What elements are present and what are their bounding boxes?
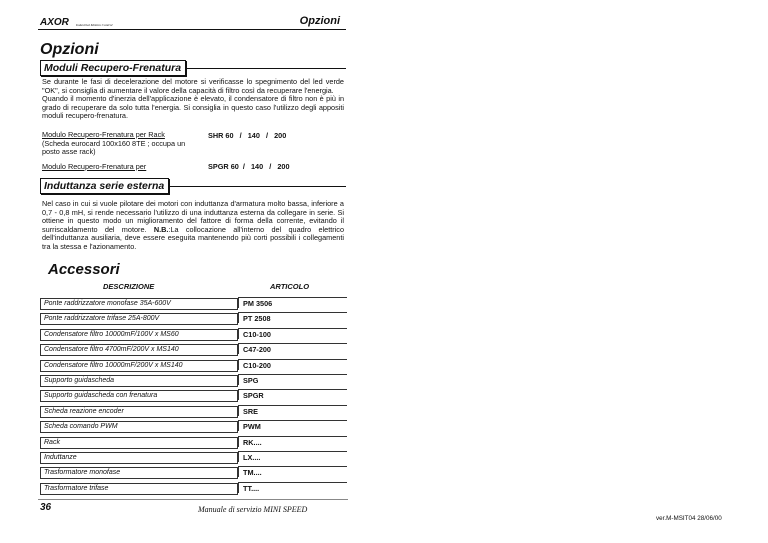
- accessory-description: Condensatore filtro 10000mF/100V x MS60: [40, 329, 238, 341]
- accessori-title: Accessori: [48, 261, 120, 278]
- section-heading-recupero: Moduli Recupero-Frenatura: [40, 60, 186, 76]
- accessory-description: Trasformatore trifase: [40, 483, 238, 495]
- version-label: ver.M-MSIT04 28/06/00: [656, 515, 722, 522]
- product-code: SPGR 60 / 140 / 200: [208, 162, 290, 171]
- accessory-description: Ponte raddrizzatore trifase 25A-800V: [40, 313, 238, 325]
- accessory-description: Rack: [40, 437, 238, 449]
- page-title: Opzioni: [40, 41, 99, 58]
- accessory-code: SRE: [238, 405, 347, 416]
- column-header-articolo: ARTICOLO: [270, 282, 310, 291]
- page-number: 36: [40, 502, 52, 513]
- accessory-description: Supporto guidascheda con frenatura: [40, 390, 238, 402]
- accessory-description: Supporto guidascheda: [40, 375, 238, 387]
- accessory-code: PM 3506: [238, 297, 347, 308]
- header-section-title: Opzioni: [299, 15, 340, 27]
- accessory-description: Scheda comando PWM: [40, 421, 238, 433]
- product-name: Modulo Recupero-Frenatura per Rack: [42, 130, 165, 139]
- induttanza-note: :La collocazione all'interno del quadro elettrico dell'induttanza ausiliaria, deve essere eseguita mantenendo più corti possibili i collegamenti tra la stessa e l'azionamento.: [42, 224, 345, 251]
- accessory-description: Trasformatore monofase: [40, 467, 238, 479]
- induttanza-paragraph: [42, 200, 344, 252]
- accessory-description: Condensatore filtro 4700mF/200V x MS140: [40, 344, 238, 356]
- accessory-code: C47-200: [238, 343, 347, 354]
- accessory-code: C10-100: [238, 328, 347, 339]
- accessory-description: Ponte raddrizzatore monofase 35A-600V: [40, 298, 238, 310]
- brand-logo: AXOR: [40, 17, 69, 28]
- accessory-code: SPGR: [238, 389, 347, 400]
- recupero-paragraph-2: Quando il momento d'inerzia dell'applicazione è elevato, il condensatore di filtro non è più in grado di recuperare da solo tutta l'energia. Si consiglia in questo caso l'utilizzo degli appositi moduli recupero-frenatura.: [42, 94, 344, 121]
- product-detail: (Scheda eurocard 100x160 8TE ; occupa un posto asse rack): [42, 138, 186, 157]
- accessory-code: TM....: [238, 466, 347, 477]
- product-code: SHR 60 / 140 / 200: [208, 131, 287, 140]
- accessory-description: Scheda reazione encoder: [40, 406, 238, 418]
- product-item: [42, 131, 198, 157]
- accessory-description: Induttanze: [40, 452, 238, 464]
- recupero-paragraph-1: Se durante le fasi di decelerazione del motore si verificasse lo spegnimento del led verde "OK", si consiglia di aumentare il valore della capacità di filtro così da recuperare l'energia.: [42, 77, 344, 95]
- accessory-code: C10-200: [238, 359, 347, 370]
- section-heading-induttanza: Induttanza serie esterna: [40, 178, 169, 194]
- accessory-code: TT....: [238, 482, 347, 493]
- product-item: [42, 163, 198, 172]
- footer-rule: [38, 499, 348, 500]
- manual-title: Manuale di servizio MINI SPEED: [198, 505, 308, 514]
- accessory-code: PT 2508: [238, 312, 347, 323]
- product-name: Modulo Recupero-Frenatura per: [42, 162, 147, 171]
- column-header-descrizione: DESCRIZIONE: [103, 282, 155, 291]
- header-rule: [38, 29, 346, 30]
- accessory-code: RK....: [238, 436, 347, 447]
- accessory-code: LX....: [238, 451, 347, 462]
- accessory-code: SPG: [238, 374, 347, 385]
- induttanza-text: Nel caso in cui si vuole pilotare dei motori con induttanza d'armatura molto bassa, inferiore a 0,7 - 0,8 mH, si rende necessario l'utilizzo di una induttanza esterna da collegare in serie. Si ottiene in questo modo un miglioramento del fattore di forma della corrente, evitando il surriscaldamento del motore.: [42, 199, 344, 234]
- brand-tagline: Industrial Motion Control: [76, 23, 113, 27]
- accessory-code: PWM: [238, 420, 347, 431]
- recupero-paragraph: [42, 78, 344, 121]
- nb-label: N.B.: [153, 224, 169, 234]
- accessory-description: Condensatore filtro 10000mF/200V x MS140: [40, 360, 238, 372]
